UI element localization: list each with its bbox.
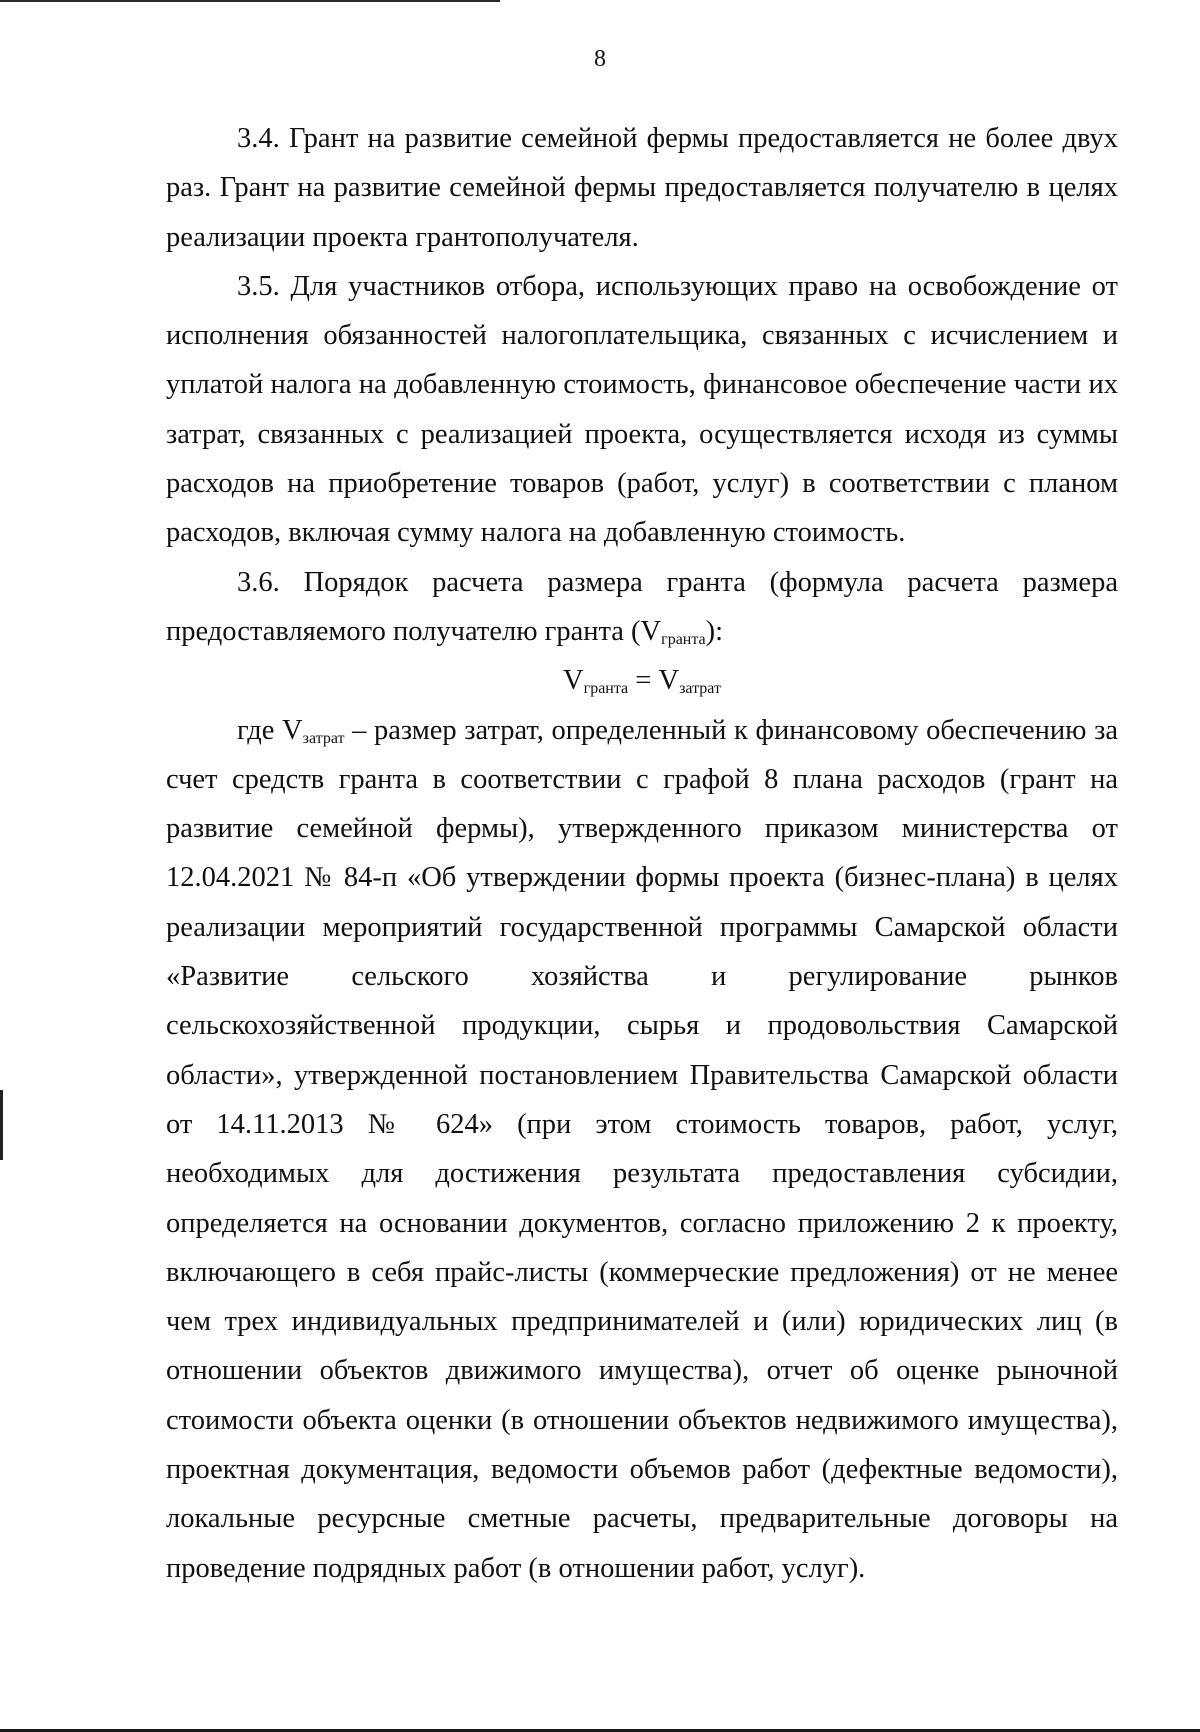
formula-left-subscript: гранта bbox=[583, 680, 629, 698]
formula-equals: = bbox=[628, 665, 659, 697]
grant-formula bbox=[166, 656, 1118, 705]
scan-edge-top bbox=[0, 0, 500, 2]
document-body bbox=[166, 114, 1118, 1593]
symbol-subscript: гранта bbox=[661, 630, 706, 648]
paragraph-3-6 bbox=[166, 558, 1118, 657]
formula-right-v: V bbox=[658, 665, 680, 697]
paragraph-where bbox=[166, 706, 1118, 1593]
paragraph-3-4: 3.4. Грант на развитие семейной фермы предоставляется не более двух раз. Грант на развитие семейной фермы предоставляется получателю в целях реализации проекта грантополучателя. bbox=[166, 123, 1118, 253]
paragraph-3-6-text: 3.6. Порядок расчета размера гранта (формула расчета размера предоставляемого получателю гранта ( bbox=[166, 566, 1118, 647]
paragraph-3-6-tail: ): bbox=[705, 615, 724, 647]
page-number: 8 bbox=[594, 46, 606, 72]
where-text: – размер затрат, определенный к финансовому обеспечению за счет средств гранта в соответствии с графой 8 плана расходов (грант на развитие семейной фермы), утвержденного приказом министерства от 12.04.2021 № 84-п «Об утверждении формы проекта (бизнес-плана) в целях реализации мероприятий государственной программы Самарской области «Развитие сельского хозяйства и регулирование рынков сельскохозяйственной продукции, сырья и продовольствия Самарской области», утвержденной постановлением Правительства Самарской области от 14.11.2013 № 624» (при этом стоимость товаров, работ, услуг, необходимых для достижения результата предоставления субсидии, определяется на основании документов, согласно приложению 2 к проекту, включающего в себя прайс-листы (коммерческие предложения) от не менее чем трех индивидуальных предпринимателей и (или) юридических лиц (в отношении объектов движимого имущества), отчет об оценке рыночной стоимости объекта оценки (в отношении объектов недвижимого имущества), проектная документация, ведомости объемов работ (дефектные ведомости), локальные ресурсные сметные расчеты, предварительные договоры на проведение подрядных работ (в отношении работ, услуг). bbox=[166, 714, 1118, 1584]
scan-edge-left bbox=[0, 1090, 3, 1160]
where-lead: где V bbox=[237, 714, 303, 746]
formula-right-subscript: затрат bbox=[679, 680, 721, 698]
where-subscript: затрат bbox=[302, 729, 345, 747]
paragraph-3-5: 3.5. Для участников отбора, использующих право на освобождение от исполнения обязанностей налогоплательщика, связанных с исчислением и уплатой налога на добавленную стоимость, финансовое обеспечение части их затрат, связанных с реализацией проекта, осуществляется исходя из суммы расходов на приобретение товаров (работ, услуг) в соответствии с планом расходов, включая сумму налога на добавленную стоимость. bbox=[166, 270, 1118, 549]
formula-left-v: V bbox=[563, 665, 584, 697]
symbol-v: V bbox=[640, 615, 662, 647]
